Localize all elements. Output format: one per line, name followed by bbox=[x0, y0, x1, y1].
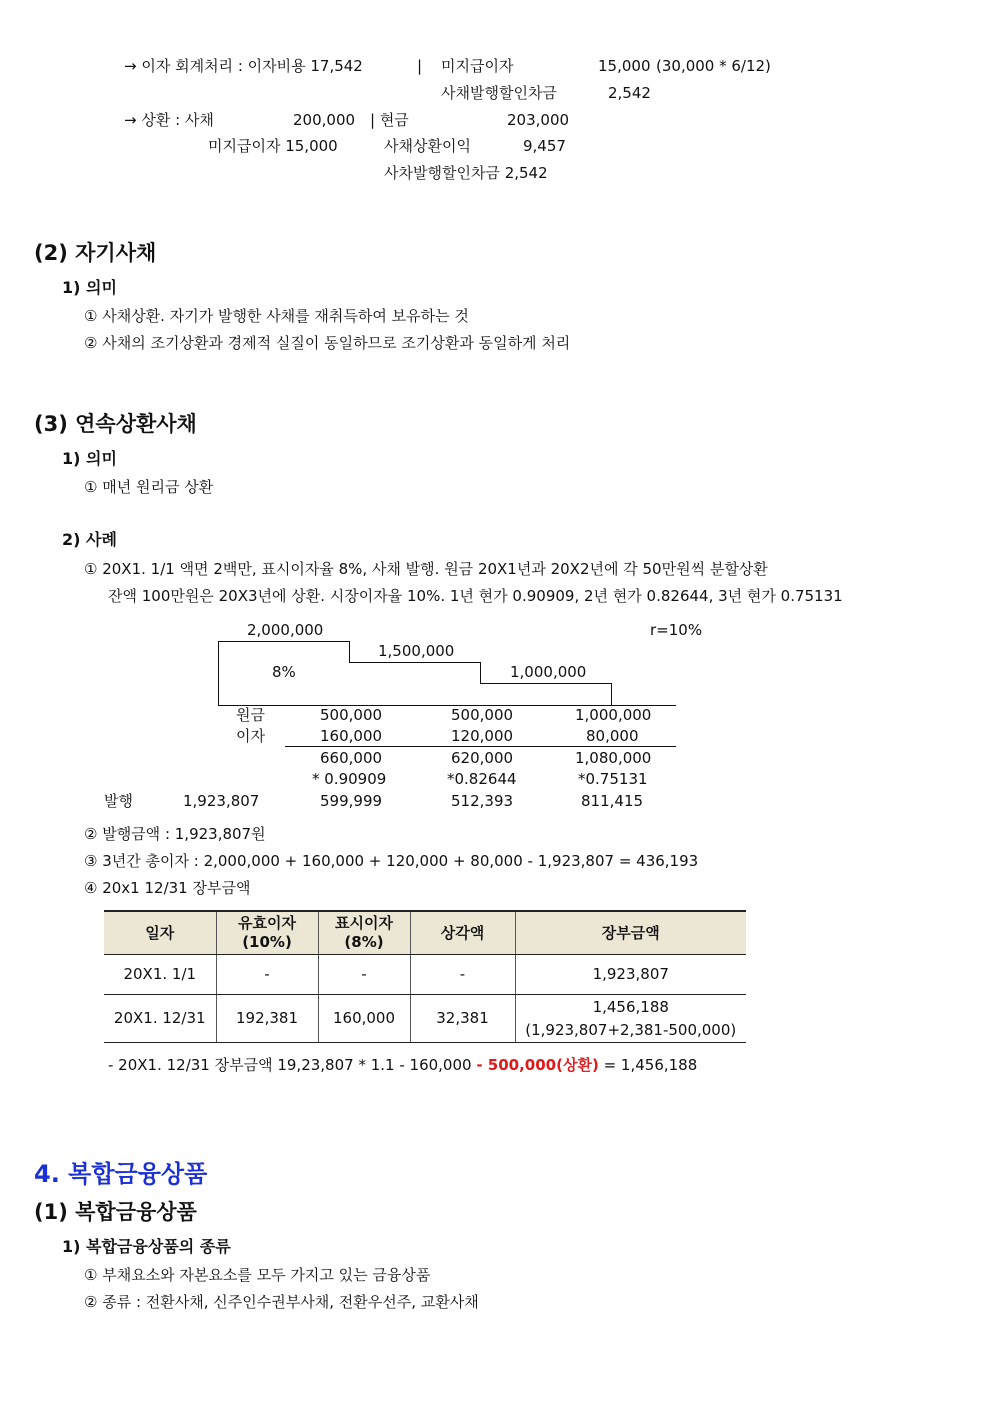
row1-effective-interest: - bbox=[216, 955, 318, 995]
principal-year1: 500,000 bbox=[320, 706, 383, 724]
header-nominal-interest-line1: 표시이자 bbox=[335, 914, 393, 933]
header-effective-interest-line1: 유효이자 bbox=[238, 914, 296, 933]
section-title-serial-bonds: (3) 연속상환사채 bbox=[34, 412, 197, 436]
example-description-line2: 잔액 100만원은 20X3년에 상환. 시장이자율 10%. 1년 현가 0.90909, 2년 현가 0.82644, 3년 현가 0.75131 bbox=[108, 587, 843, 605]
row1-amortization: - bbox=[410, 955, 515, 995]
redemption-credit3: 사차발행할인차금 2,542 bbox=[384, 164, 548, 182]
header-book-value: 장부금액 bbox=[515, 911, 746, 955]
treasury-bonds-meaning-heading: 1) 의미 bbox=[62, 278, 117, 297]
compound-item-2: ② 종류 : 전환사채, 신주인수권부사채, 전환우선주, 교환사채 bbox=[84, 1293, 479, 1311]
redemption-credit2-value: 9,457 bbox=[523, 137, 566, 155]
section-title-treasury-bonds: (2) 자기사채 bbox=[34, 241, 157, 265]
row2-nominal-interest: 160,000 bbox=[318, 995, 410, 1043]
interest-credit2-value: 2,542 bbox=[608, 84, 651, 102]
pv-factor-year2: *0.82644 bbox=[447, 770, 517, 788]
interest-year1: 160,000 bbox=[320, 727, 383, 745]
redemption-entry-prefix: → 상환 : 사채 bbox=[124, 111, 214, 129]
serial-bonds-item-1: ① 매년 원리금 상환 bbox=[84, 478, 214, 496]
treasury-bonds-item-1: ① 사채상환. 자기가 발행한 사채를 재취득하여 보유하는 것 bbox=[84, 307, 469, 325]
interest-credit1-label: 미지급이자 bbox=[441, 57, 514, 75]
balance-year1: 2,000,000 bbox=[247, 621, 324, 639]
row1-nominal-interest: - bbox=[318, 955, 410, 995]
amortization-table bbox=[104, 910, 746, 1043]
header-effective-interest-line2: (10%) bbox=[242, 933, 292, 951]
interest-year3: 80,000 bbox=[586, 727, 639, 745]
chapter-title-compound-instruments: 4. 복합금융상품 bbox=[34, 1160, 208, 1188]
total-year3: 1,080,000 bbox=[575, 749, 652, 767]
interest-credit1-note: (30,000 * 6/12) bbox=[656, 57, 771, 75]
total-interest-result: ③ 3년간 총이자 : 2,000,000 + 160,000 + 120,000 + 80,000 - 1,923,807 = 436,193 bbox=[84, 852, 699, 870]
treasury-bonds-item-2: ② 사채의 조기상환과 경제적 실질이 동일하므로 조기상환과 동일하게 처리 bbox=[84, 334, 571, 352]
issue-label: 발행 bbox=[104, 792, 133, 810]
pv-year1: 599,999 bbox=[320, 792, 383, 810]
redemption-credit1-label: | 현금 bbox=[370, 111, 409, 129]
row2-date: 20X1. 12/31 bbox=[104, 995, 216, 1043]
row1-book-value: 1,923,807 bbox=[515, 955, 746, 995]
redemption-debit1-value: 200,000 bbox=[293, 111, 356, 129]
interest-entry-separator: | bbox=[417, 57, 423, 75]
example-description-line1: ① 20X1. 1/1 액면 2백만, 표시이자율 8%, 사채 발행. 원금 20X1년과 20X2년에 각 50만원씩 분할상환 bbox=[84, 560, 768, 578]
header-nominal-interest-line2: (8%) bbox=[344, 933, 384, 951]
total-year2: 620,000 bbox=[451, 749, 514, 767]
compound-item-1: ① 부채요소와 자본요소를 모두 가지고 있는 금융상품 bbox=[84, 1266, 431, 1284]
coupon-rate-label: 8% bbox=[272, 663, 296, 681]
carrying-amount-heading: ④ 20x1 12/31 장부금액 bbox=[84, 879, 251, 897]
interest-year2: 120,000 bbox=[451, 727, 514, 745]
row2-book-value-line1: 1,456,188 bbox=[592, 998, 669, 1016]
diagram-left-edge bbox=[218, 641, 219, 705]
serial-bonds-meaning-heading: 1) 의미 bbox=[62, 449, 117, 468]
header-date: 일자 bbox=[104, 911, 216, 955]
compound-types-heading: 1) 복합금융상품의 종류 bbox=[62, 1237, 231, 1256]
total-year1: 660,000 bbox=[320, 749, 383, 767]
redemption-credit2-label: 사채상환이익 bbox=[384, 137, 471, 155]
principal-year3: 1,000,000 bbox=[575, 706, 652, 724]
pv-year2: 512,393 bbox=[451, 792, 514, 810]
market-rate-label: r=10% bbox=[650, 621, 703, 639]
balance-year2: 1,500,000 bbox=[378, 642, 455, 660]
diagram-step-top bbox=[218, 641, 349, 642]
issue-amount-result: ② 발행금액 : 1,923,807원 bbox=[84, 825, 266, 843]
balance-year3: 1,000,000 bbox=[510, 663, 587, 681]
row1-date: 20X1. 1/1 bbox=[104, 955, 216, 995]
redemption-debit2: 미지급이자 15,000 bbox=[208, 137, 338, 155]
pv-factor-year3: *0.75131 bbox=[578, 770, 648, 788]
diagram-right-edge bbox=[611, 683, 612, 705]
header-effective-interest bbox=[216, 911, 318, 955]
note-result: = 1,456,188 bbox=[603, 1056, 698, 1074]
interest-row-label: 이자 bbox=[236, 727, 265, 745]
diagram-step1-riser bbox=[349, 641, 350, 662]
pv-year3: 811,415 bbox=[581, 792, 644, 810]
note-redemption-highlight: - 500,000(상환) bbox=[476, 1056, 599, 1074]
redemption-credit1-value: 203,000 bbox=[507, 111, 570, 129]
principal-year2: 500,000 bbox=[451, 706, 514, 724]
row2-amortization: 32,381 bbox=[410, 995, 515, 1043]
note-formula: - 20X1. 12/31 장부금액 19,23,807 * 1.1 - 160,000 bbox=[108, 1056, 472, 1074]
diagram-step2-riser bbox=[480, 662, 481, 683]
diagram-sum-line bbox=[285, 746, 676, 747]
pv-factor-year1: * 0.90909 bbox=[312, 770, 387, 788]
diagram-step-middle bbox=[349, 662, 480, 663]
serial-bonds-example-heading: 2) 사례 bbox=[62, 530, 117, 549]
interest-credit1-value: 15,000 bbox=[598, 57, 651, 75]
diagram-step-bottom bbox=[480, 683, 611, 684]
carrying-amount-note bbox=[108, 1056, 697, 1074]
interest-credit2-label: 사채발행할인차금 bbox=[441, 84, 557, 102]
table-header-row bbox=[104, 911, 746, 955]
row2-effective-interest: 192,381 bbox=[216, 995, 318, 1043]
table-row bbox=[104, 995, 746, 1043]
interest-entry-prefix: → 이자 회계처리 : 이자비용 17,542 bbox=[124, 57, 363, 75]
table-row bbox=[104, 955, 746, 995]
header-nominal-interest bbox=[318, 911, 410, 955]
row2-book-value bbox=[515, 995, 746, 1043]
issue-price-value: 1,923,807 bbox=[183, 792, 260, 810]
principal-row-label: 원금 bbox=[236, 706, 265, 724]
section-title-compound-instruments: (1) 복합금융상품 bbox=[34, 1200, 197, 1224]
row2-book-value-line2: (1,923,807+2,381-500,000) bbox=[525, 1020, 737, 1039]
header-amortization: 상각액 bbox=[410, 911, 515, 955]
